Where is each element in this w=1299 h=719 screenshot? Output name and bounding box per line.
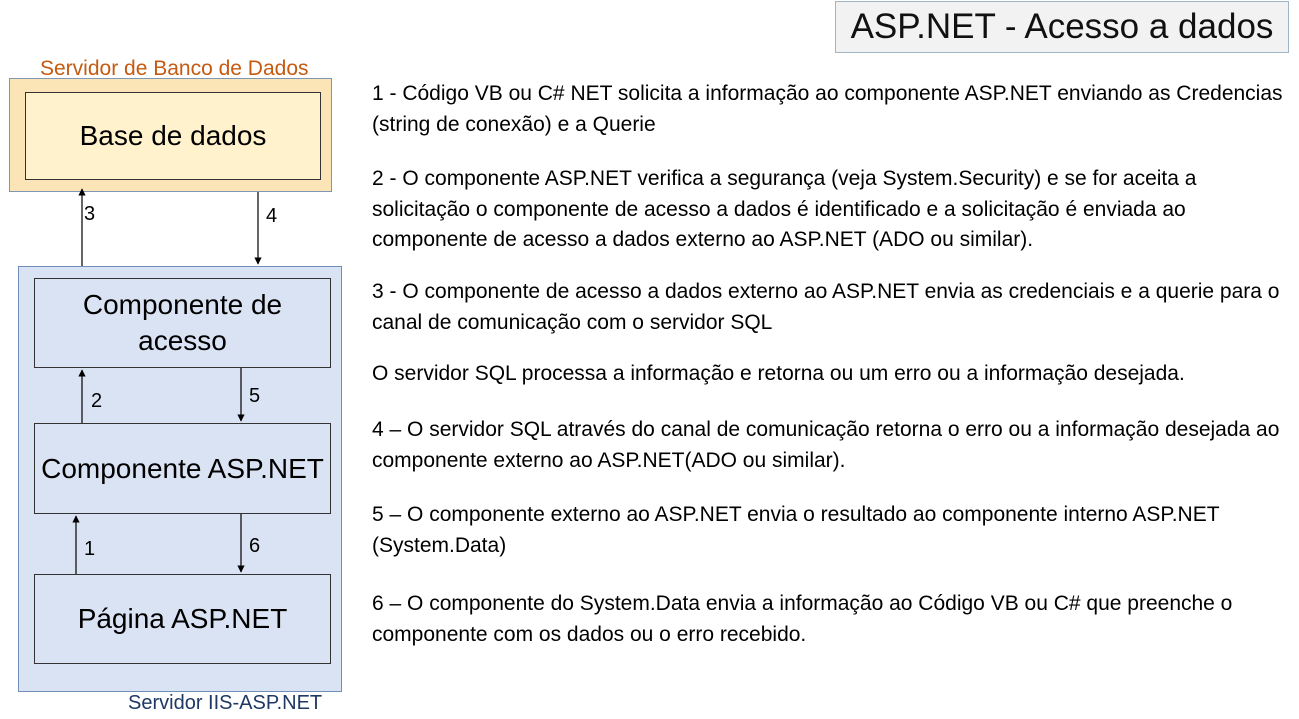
step-2-text: 2 - O componente ASP.NET verifica a segurança (veja System.Security) e se for aceita a solicitação o componente de acesso a dados é identificado e a solicitação é enviada ao componente de acesso a dados externo ao ASP.NET (ADO ou similar).: [372, 167, 1197, 251]
aspnet-component-box: Componente ASP.NET: [34, 423, 331, 514]
db-server-label: Servidor de Banco de Dados: [40, 57, 309, 80]
step-5-text: 5 – O componente externo ao ASP.NET envia o resultado ao componente interno ASP.NET (System.Data): [372, 503, 1220, 557]
arrow-label-1: 1: [84, 538, 96, 560]
arrow-label-4: 4: [266, 205, 278, 227]
page-title: ASP.NET - Acesso a dados: [835, 1, 1289, 53]
step-6-text: 6 – O componente do System.Data envia a informação ao Código VB ou C# que preenche o componente com os dados ou o erro recebido.: [372, 592, 1233, 646]
step-3-text: 3 - O componente de acesso a dados externo ao ASP.NET envia as credenciais e a querie para o canal de comunicação com o servidor SQL: [372, 280, 1280, 334]
sql-process-text: O servidor SQL processa a informação e retorna ou um erro ou a informação desejada.: [372, 362, 1185, 385]
aspnet-page-box: Página ASP.NET: [34, 574, 331, 664]
access-component-box: Componente de acesso: [34, 278, 331, 368]
arrow-label-5: 5: [249, 385, 261, 407]
iis-server-label: Servidor IIS-ASP.NET: [128, 692, 323, 714]
database-box: Base de dados: [25, 92, 321, 180]
arrow-label-6: 6: [249, 535, 261, 557]
arrow-label-2: 2: [91, 390, 103, 412]
arrow-label-3: 3: [84, 203, 96, 225]
step-1-text: 1 - Código VB ou C# NET solicita a informação ao componente ASP.NET enviando as Credencias (string de conexão) e a Querie: [372, 82, 1283, 136]
step-4-text: 4 – O servidor SQL através do canal de comunicação retorna o erro ou a informação desejada ao componente externo ao ASP.NET(ADO ou similar).: [372, 418, 1280, 472]
